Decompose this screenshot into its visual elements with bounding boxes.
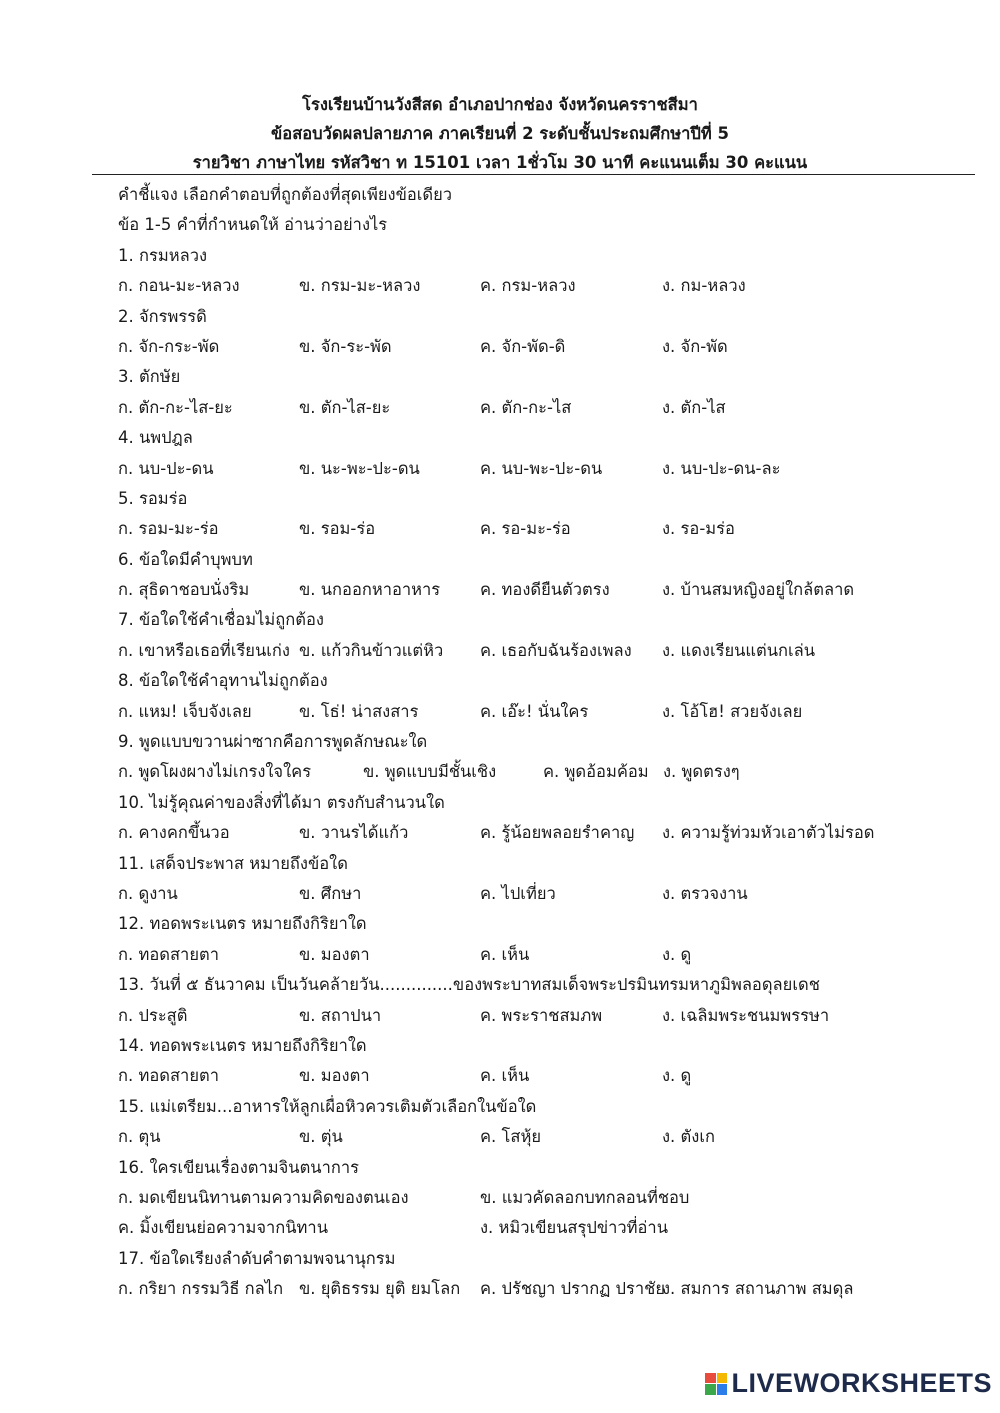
mark-blue [717,1384,728,1395]
question-text: 8. ข้อใดใช้คำอุทานไม่ถูกต้อง [118,671,328,691]
question-text: 12. ทอดพระเนตร หมายถึงกิริยาใด [118,914,367,934]
option-row [118,454,978,484]
option-d[interactable]: ง. ตังเก [662,1127,715,1147]
option-d[interactable]: ง. ดู [662,944,692,964]
option-b[interactable]: ข. มองตา [299,1066,370,1086]
option-c[interactable]: ค. นบ-พะ-ปะ-ดน [480,458,603,478]
option-b[interactable]: ข. กรม-มะ-หลวง [299,276,421,296]
option-row [118,575,978,605]
question-text: 9. พูดแบบขวานผ่าซากคือการพูดลักษณะใด [118,732,428,752]
liveworksheets-logo [705,1368,992,1399]
mark-red [705,1373,716,1384]
option-b[interactable]: ข. แก้วกินข้าวแต่หิว [299,640,444,660]
option-row [118,1274,978,1304]
option-c[interactable]: ค. มิ้งเขียนย่อความจากนิทาน [118,1218,328,1238]
question-text: 14. ทอดพระเนตร หมายถึงกิริยาใด [118,1035,367,1055]
option-a[interactable]: ก. นบ-ปะ-ดน [118,458,214,478]
option-a[interactable]: ก. กริยา กรรมวิธี กลไก [118,1279,284,1299]
option-d[interactable]: ง. กม-หลวง [662,276,746,296]
option-c[interactable]: ค. โสหุ้ย [480,1127,542,1147]
option-a[interactable]: ก. แหม! เจ็บจังเลย [118,701,252,721]
question-text: 13. วันที่ ๕ ธันวาคม เป็นวันคล้ายวัน..............ของพระบาทสมเด็จพระปรมินทรมหาภูมิพลอดุลยเดช [118,975,820,995]
subject-info: รายวิชา ภาษาไทย รหัสวิชา ท 15101 เวลา 1ชั่วโม 30 นาที คะแนนเต็ม 30 คะแนน [192,153,808,172]
option-b[interactable]: ข. นะ-พะ-ปะ-ดน [299,458,420,478]
option-row [118,1061,978,1091]
mark-yellow [717,1373,728,1384]
question-text: 7. ข้อใดใช้คำเชื่อมไม่ถูกต้อง [118,610,324,630]
option-d[interactable]: ง. พูดตรงๆ [663,762,740,782]
option-c[interactable]: ค. ปรัชญา ปรากฏ ปราชัย [480,1279,666,1299]
option-c[interactable]: ค. กรม-หลวง [480,276,576,296]
option-a[interactable]: ก. เขาหรือเธอที่เรียนเก่ง [118,640,290,660]
exam-body [118,180,978,1304]
option-row [118,514,978,544]
option-b[interactable]: ข. โธ่! น่าสงสาร [299,701,419,721]
option-a[interactable]: ก. ทอดสายตา [118,944,219,964]
question-text: 17. ข้อใดเรียงลำดับคำตามพจนานุกรม [118,1248,396,1268]
question-text: 10. ไม่รู้คุณค่าของสิ่งที่ได้มา ตรงกับสำนวนใด [118,792,445,812]
option-row [118,818,978,848]
section-instructions: ข้อ 1-5 คำที่กำหนดให้ อ่านว่าอย่างไร [118,215,388,235]
option-row [118,1183,978,1213]
option-b[interactable]: ข. รอม-ร่อ [299,519,376,539]
option-c[interactable]: ค. ตัก-กะ-ไส [480,397,572,417]
instructions: คำชี้แจง เลือกคำตอบที่ถูกต้องที่สุดเพียงข้อเดียว [118,185,453,204]
question-text: 4. นพปฎล [118,428,193,448]
option-a[interactable]: ก. ประสูติ [118,1005,188,1025]
question-text: 5. รอมร่อ [118,488,188,508]
option-c[interactable]: ค. พระราชสมภพ [480,1005,603,1025]
option-a[interactable]: ก. ตุน [118,1127,161,1147]
option-row [118,1213,978,1243]
exam-title: ข้อสอบวัดผลปลายภาค ภาคเรียนที่ 2 ระดับชั้นประถมศึกษาปีที่ 5 [271,124,729,143]
option-a[interactable]: ก. จัก-กระ-พัด [118,336,220,356]
option-row [118,697,978,727]
header-divider [92,174,975,175]
option-d[interactable]: ง. ตรวจงาน [662,883,748,903]
option-b[interactable]: ข. จัก-ระ-พัด [299,336,392,356]
option-d[interactable]: ง. สมการ สถานภาพ สมดุล [662,1279,854,1299]
option-row [118,332,978,362]
option-c[interactable]: ค. พูดอ้อมค้อม [543,762,649,782]
option-a[interactable]: ก. ดูงาน [118,883,178,903]
question-text: 2. จักรพรรดิ [118,306,207,326]
option-c[interactable]: ค. เห็น [480,1066,530,1086]
option-d[interactable]: ง. ความรู้ท่วมหัวเอาตัวไม่รอด [662,823,875,843]
option-b[interactable]: ข. สถาปนา [299,1005,382,1025]
option-c[interactable]: ค. เห็น [480,944,530,964]
option-d[interactable]: ง. บ้านสมหญิงอยู่ใกล้ตลาด [662,580,855,600]
option-row [118,757,978,787]
option-d[interactable]: ง. จัก-พัด [662,336,728,356]
option-b[interactable]: ข. ตัก-ไส-ยะ [299,397,391,417]
option-a[interactable]: ก. มดเขียนนิทานตามความคิดของตนเอง [118,1187,409,1207]
option-c[interactable]: ค. ทองดียืนตัวตรง [480,580,610,600]
option-row [118,636,978,666]
option-row [118,393,978,423]
option-d[interactable]: ง. เฉลิมพระชนมพรรษา [662,1005,830,1025]
option-a[interactable]: ก. พูดโผงผางไม่เกรงใจใคร [118,762,312,782]
school-name: โรงเรียนบ้านวังสีสด อำเภอปากช่อง จังหวัดนครราชสีมา [302,95,698,114]
option-c[interactable]: ค. รู้น้อยพลอยรำคาญ [480,823,635,843]
option-row [118,940,978,970]
option-b[interactable]: ข. ศึกษา [299,883,362,903]
liveworksheets-mark-icon [705,1373,727,1395]
option-a[interactable]: ก. รอม-มะ-ร่อ [118,519,219,539]
option-c[interactable]: ค. เธอกับฉันร้องเพลง [480,640,632,660]
option-d[interactable]: ง. แดงเรียนแต่นกเล่น [662,640,816,660]
option-d[interactable]: ง. หมิวเขียนสรุปข่าวที่อ่าน [480,1218,668,1238]
mark-green [705,1384,716,1395]
option-row [118,879,978,909]
option-row [118,1001,978,1031]
option-c[interactable]: ค. เอ๊ะ! นั่นใคร [480,701,589,721]
option-d[interactable]: ง. โอ้โฮ! สวยจังเลย [662,701,803,721]
option-b[interactable]: ข. ตุ่น [299,1127,343,1147]
option-d[interactable]: ง. รอ-มร่อ [662,519,735,539]
question-text: 15. แม่เตรียม...อาหารให้ลูกเผื่อหิวควรเติมตัวเลือกในข้อใด [118,1096,537,1116]
option-a[interactable]: ก. ตัก-กะ-ไส-ยะ [118,397,233,417]
option-d[interactable]: ง. นบ-ปะ-ดน-ละ [662,458,781,478]
question-text: 11. เสด็จประพาส หมายถึงข้อใด [118,853,348,873]
option-row [118,1122,978,1152]
exam-header [0,90,1000,177]
question-text: 6. ข้อใดมีคำบุพบท [118,549,253,569]
option-d[interactable]: ง. ตัก-ไส [662,397,726,417]
option-b[interactable]: ข. ยุติธรรม ยุติ ยมโลก [299,1279,461,1299]
question-text: 1. กรมหลวง [118,245,208,265]
option-d[interactable]: ง. ดู [662,1066,692,1086]
option-row [118,271,978,301]
option-a[interactable]: ก. สุธิดาชอบนั่งริม [118,580,250,600]
option-c[interactable]: ค. ไปเที่ยว [480,883,556,903]
option-b[interactable]: ข. มองตา [299,944,370,964]
question-text: 3. ตักษัย [118,367,181,387]
option-a[interactable]: ก. ทอดสายตา [118,1066,219,1086]
watermark-text: LIVEWORKSHEETS [731,1368,992,1398]
option-c[interactable]: ค. จัก-พัด-ดิ [480,336,566,356]
option-b[interactable]: ข. วานรได้แก้ว [299,823,409,843]
option-c[interactable]: ค. รอ-มะ-ร่อ [480,519,571,539]
question-text: 16. ใครเขียนเรื่องตามจินตนาการ [118,1157,359,1177]
option-b[interactable]: ข. แมวคัดลอกบทกลอนที่ชอบ [480,1187,690,1207]
option-b[interactable]: ข. พูดแบบมีชั้นเชิง [363,762,497,782]
option-a[interactable]: ก. กอน-มะ-หลวง [118,276,240,296]
option-a[interactable]: ก. คางคกขึ้นวอ [118,823,230,843]
option-b[interactable]: ข. นกออกหาอาหาร [299,580,441,600]
